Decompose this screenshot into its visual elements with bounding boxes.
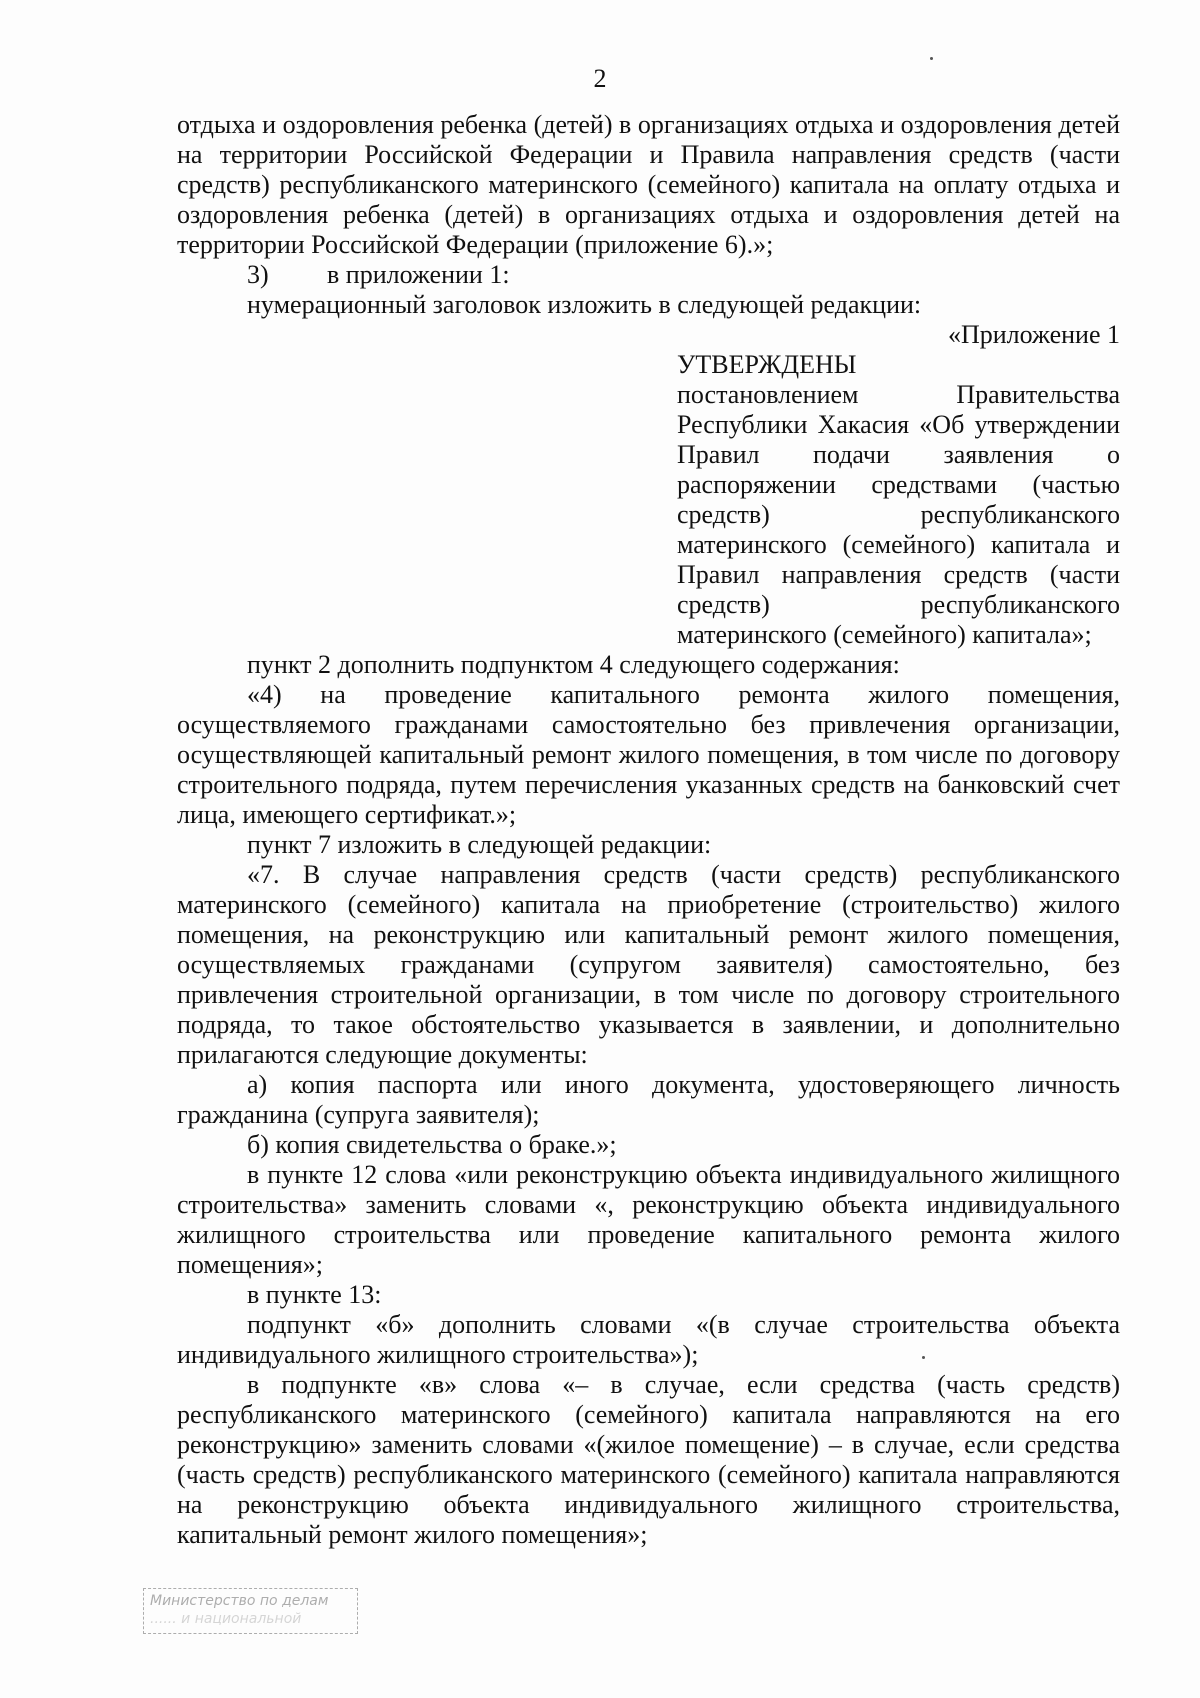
stamp-line-1: Министерство по делам (150, 1593, 329, 1609)
paragraph-subpoint-4: «4) на проведение капитального ремонта жилого помещения, осуществляемого гражданами самостоятельно без привлечения организации, осуществляющей капитальный ремонт жилого помещения, в том числе по договору строительного подряда, путем перечисления указанных средств на банковский счет лица, имеющего сертификат.»; (177, 680, 1120, 829)
document-body (177, 110, 1120, 1550)
paragraph-point-12: в пункте 12 слова «или реконструкцию объекта индивидуального жилищного строительства» заменить словами «, реконструкцию объекта индивидуального жилищного строительства или проведение капитального ремонта жилого помещения»; (177, 1160, 1120, 1279)
paragraph-subpoint-v: в подпункте «в» слова «– в случае, если средства (часть средств) республиканского материнского (семейного) капитала направляются на его реконструкцию» заменить словами «(жилое помещение) – в случае, если средства (часть средств) республиканского материнского (семейного) капитала направляются на реконструкцию объекта индивидуального жилищного строительства, капитальный ремонт жилого помещения»; (177, 1370, 1120, 1549)
paragraph-item-b: б) копия свидетельства о браке.»; (247, 1130, 617, 1159)
approval-text: постановлением Правительства Республики Хакасия «Об утверждении Правил подачи заявления о распоряжении средствами (частью средств) республиканского материнского (семейного) капитала и Правил направления средств (части средств) республиканского материнского (семейного) капитала»; (677, 380, 1120, 649)
stamp-line-2: ...... и национальной (150, 1611, 302, 1627)
scan-speck (922, 1356, 925, 1359)
approval-block (677, 350, 1120, 650)
paragraph-subpoint-b: подпункт «б» дополнить словами «(в случае строительства объекта индивидуального жилищного строительства»); (177, 1310, 1120, 1369)
paragraph-point-2: пункт 2 дополнить подпунктом 4 следующего содержания: (247, 650, 900, 679)
scan-speck (930, 57, 933, 60)
list-item-text: в приложении 1: (327, 260, 510, 289)
list-item-3 (177, 260, 1120, 290)
approval-title: УТВЕРЖДЕНЫ (677, 350, 857, 379)
page-number: 2 (593, 64, 607, 93)
paragraph-heading-instruction: нумерационный заголовок изложить в следующей редакции: (247, 290, 922, 319)
list-item-number: 3) (247, 260, 269, 289)
paragraph-point-7-text: «7. В случае направления средств (части средств) республиканского материнского (семейного) капитала на приобретение (строительство) жилого помещения, на реконструкцию или капитальный ремонт жилого помещения, осуществляемых гражданами (супругом заявителя) самостоятельно, без привлечения строительной организации, в том числе по договору строительного подряда, то такое обстоятельство указывается в заявлении, и дополнительно прилагаются следующие документы: (177, 860, 1120, 1069)
paragraph-continuation: отдыха и оздоровления ребенка (детей) в организациях отдыха и оздоровления детей на территории Российской Федерации и Правила направления средств (части средств) республиканского материнского (семейного) капитала на оплату отдыха и оздоровления ребенка (детей) в организациях отдыха и оздоровления детей на территории Российской Федерации (приложение 6).»; (177, 110, 1120, 259)
paragraph-point-13: в пункте 13: (247, 1280, 382, 1309)
paragraph-item-a: а) копия паспорта или иного документа, удостоверяющего личность гражданина (супруга заявителя); (177, 1070, 1120, 1129)
paragraph-point-7: пункт 7 изложить в следующей редакции: (247, 830, 712, 859)
ministry-stamp (143, 1588, 358, 1634)
appendix-label: «Приложение 1 (947, 320, 1120, 349)
